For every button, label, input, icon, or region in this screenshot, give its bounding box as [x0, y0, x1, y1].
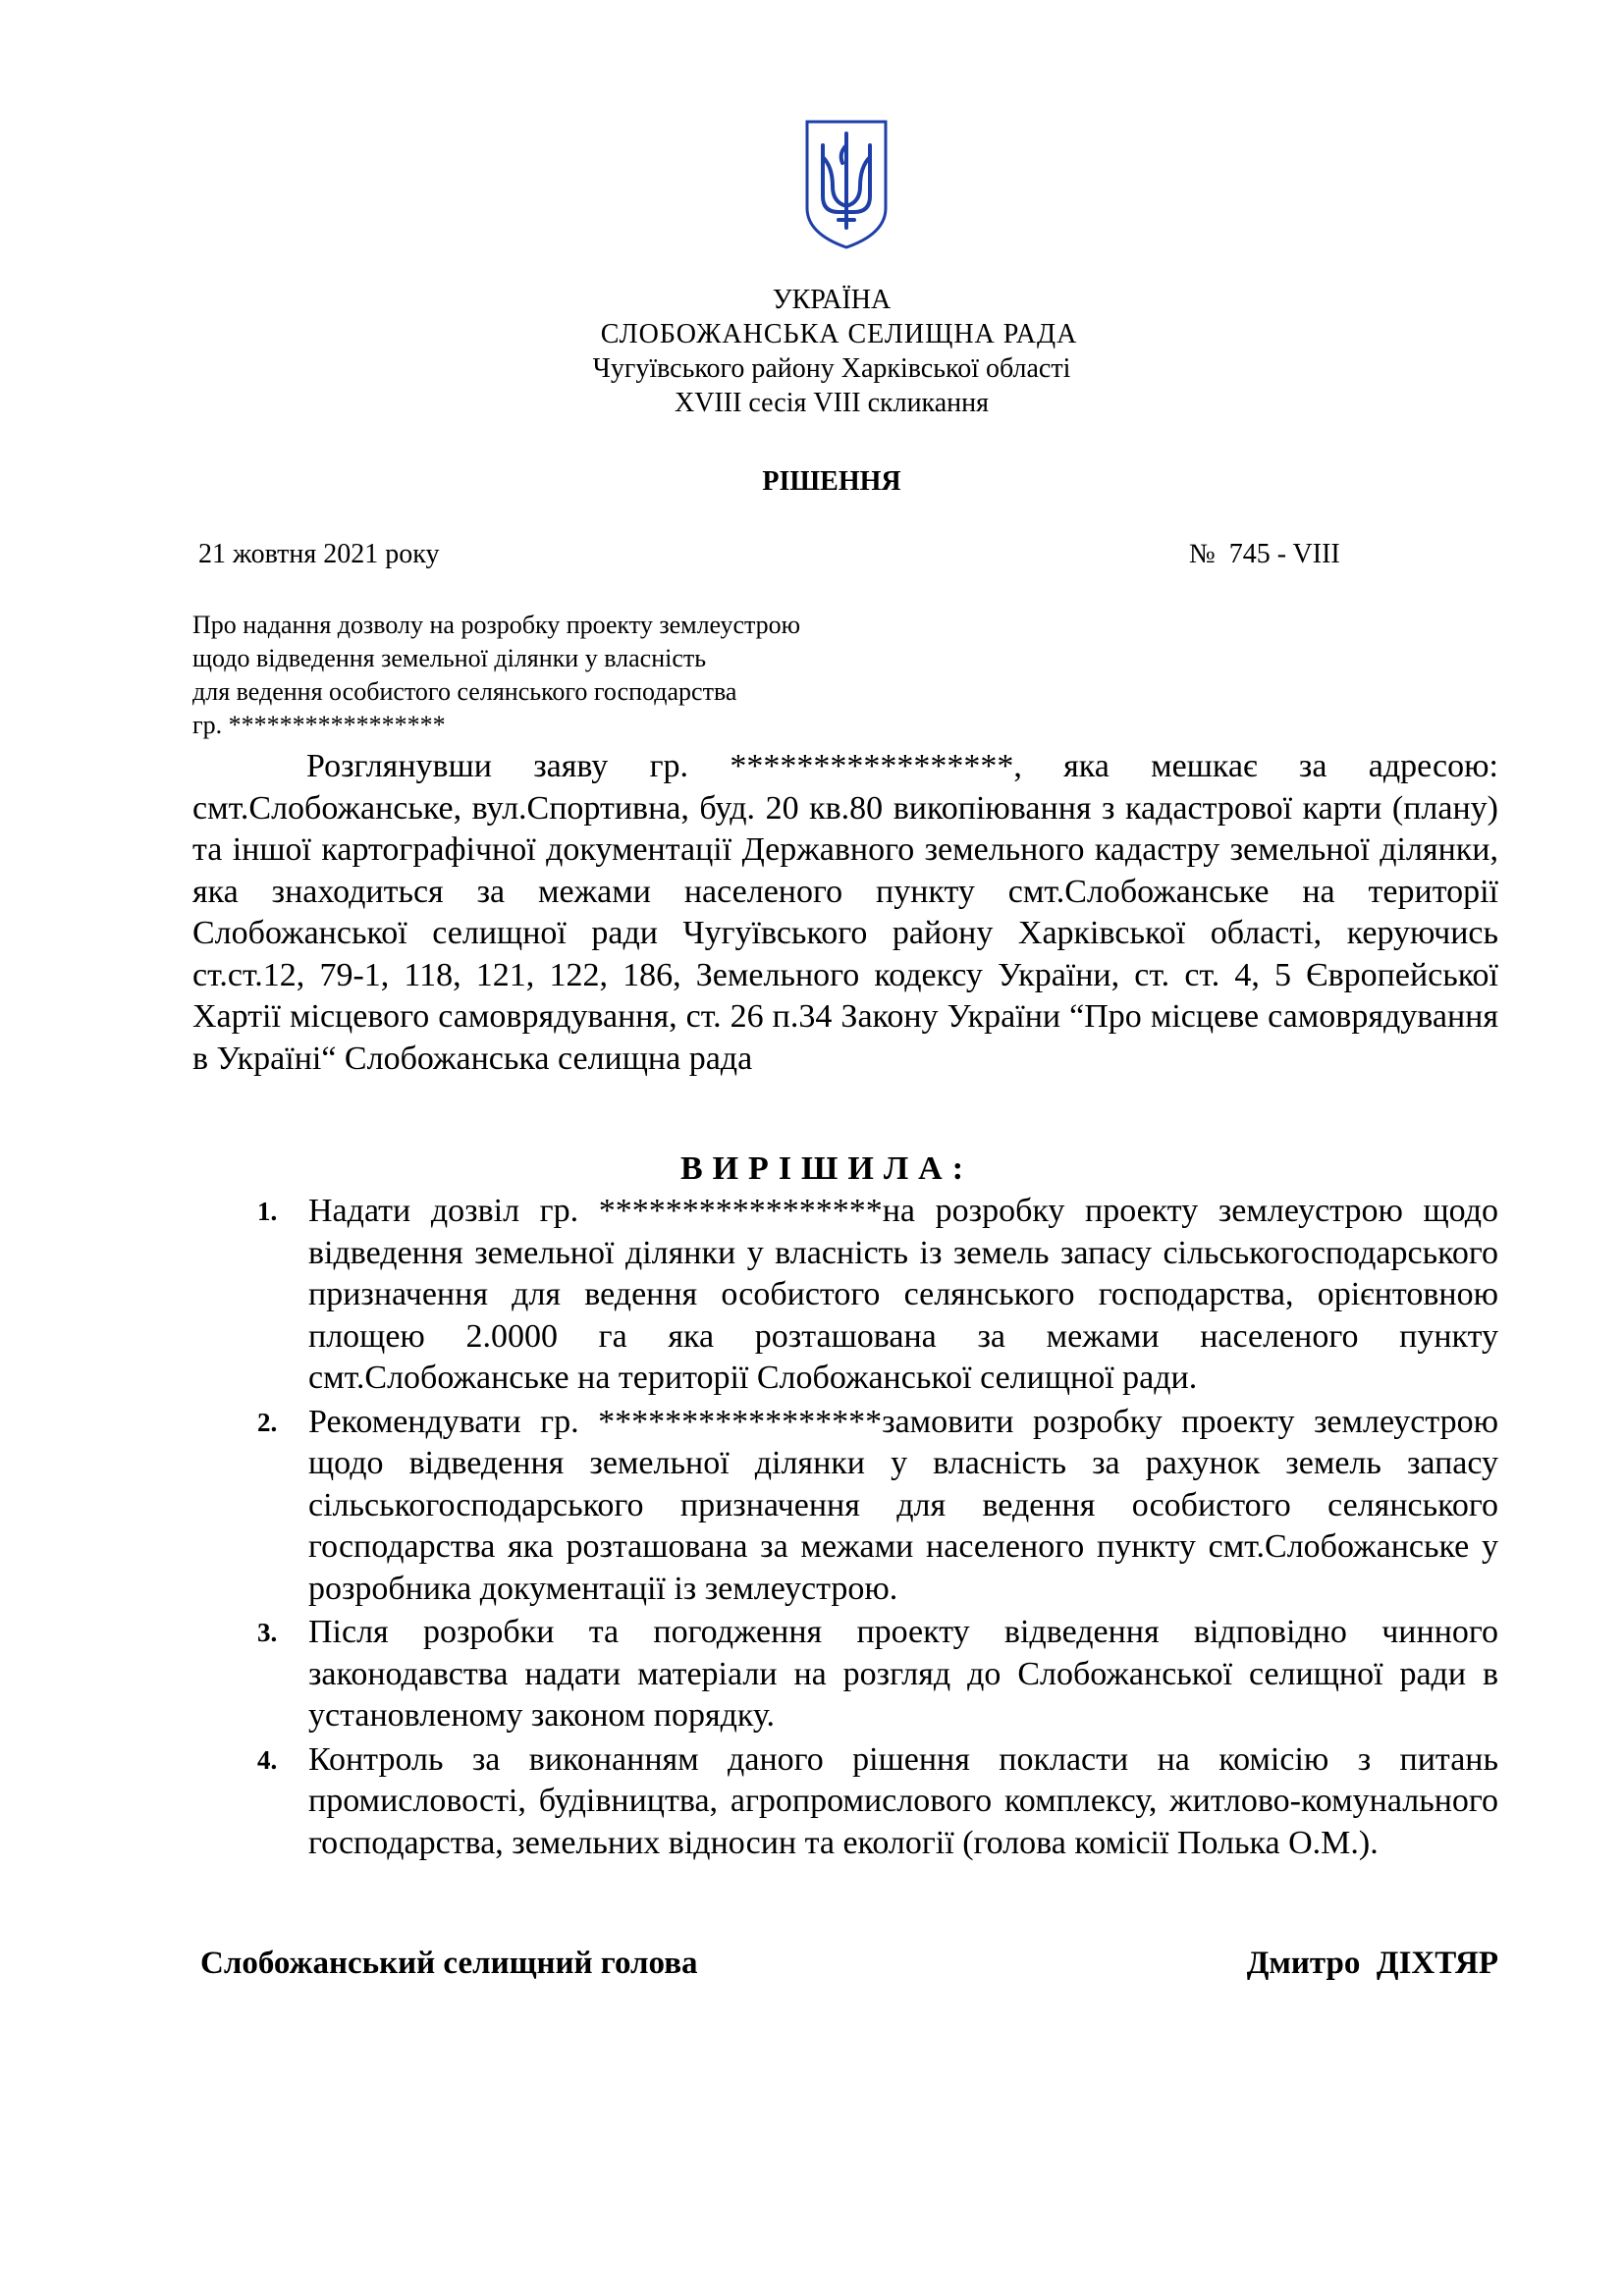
resolution-item [257, 1402, 1498, 1611]
item-text: Надати дозвіл гр. *****************на розробку проекту землеустрою щодо відведення земельної ділянки у власність із земель запасу сільськогосподарського призначення для ведення особистого селянського господарства, орієнтовною площею 2.0000 га яка розташована за межами населеного пункту смт.Слобожанське на території Слобожанської селищної ради. [308, 1193, 1498, 1396]
country-name: УКРАЇНА [772, 285, 892, 315]
item-number: 3. [257, 1618, 278, 1647]
subject-line: гр. ***************** [192, 711, 446, 739]
resolved-heading: ВИРІШИЛА: [679, 1150, 974, 1187]
item-number: 4. [257, 1744, 278, 1775]
resolution-item [257, 1191, 1498, 1400]
signatory-name: Дмитро ДІХТЯР [1246, 1946, 1498, 1981]
resolution-item [257, 1612, 1498, 1737]
subject-line: щодо відведення земельної ділянки у власність [192, 644, 707, 672]
decision-subject [192, 609, 800, 742]
decision-preamble: Розглянувши заяву гр. *****************, яка мешкає за адресою: смт.Слобожанське, вул.Спортивна, буд. 20 кв.80 викопіювання з кадастрової карти (плану) та іншої картографічної документації Державного земельного кадастру земельної ділянки, яка знаходиться за межами населеного пункту смт.Слобожанське на території Слобожанської селищної ради Чугуївського району Харківської області, керуючись ст.ст.12, 79-1, 118, 121, 122, 186, Земельного кодексу України, ст. ст. 4, 5 Європейської Хартії місцевого самоврядування, ст. 26 п.34 Закону України “Про місцеве самоврядування в Україні“ Слобожанська селищна рада [192, 748, 1498, 1077]
item-text: Контроль за виконанням даного рішення покласти на комісію з питань промисловості, будівництва, агропромислового комплексу, житлово-комунального господарства, земельних відносин та екології (голова комісії Полька О.М.). [308, 1740, 1498, 1861]
decision-number: № 745 - VIII [1189, 539, 1340, 569]
council-name: СЛОБОЖАНСЬКА СЕЛИЩНА РАДА [600, 319, 1078, 349]
district-name: Чугуївського району Харківської області [592, 353, 1071, 384]
item-number: 1. [257, 1197, 278, 1226]
session-info: XVIII сесія VIII скликання [674, 388, 990, 418]
resolution-item [257, 1739, 1498, 1865]
subject-line: Про надання дозволу на розробку проекту землеустрою [192, 611, 801, 639]
signatory-title: Слобожанський селищний голова [200, 1946, 698, 1981]
resolution-items [257, 1191, 1498, 1866]
decision-date: 21 жовтня 2021 року [198, 539, 440, 569]
item-text: Рекомендувати гр. *****************замовити розробку проекту землеустрою щодо відведення земельної ділянки у власність за рахунок земель запасу сільськогосподарського призначення для ведення особистого селянського господарства яка розташована за межами населеного пункту смт.Слобожанське у розробника документації із землеустрою. [308, 1403, 1498, 1607]
document-type: РІШЕННЯ [762, 466, 901, 497]
document-header [0, 283, 1624, 420]
item-number: 2. [257, 1407, 278, 1437]
ukraine-trident-emblem-icon [803, 118, 890, 251]
item-text: Після розробки та погодження проекту відведення відповідно чинного законодавства надати матеріали на розгляд до Слобожанської селищної ради в установленому законом порядку. [308, 1614, 1498, 1734]
subject-line: для ведення особистого селянського господарства [192, 677, 737, 706]
